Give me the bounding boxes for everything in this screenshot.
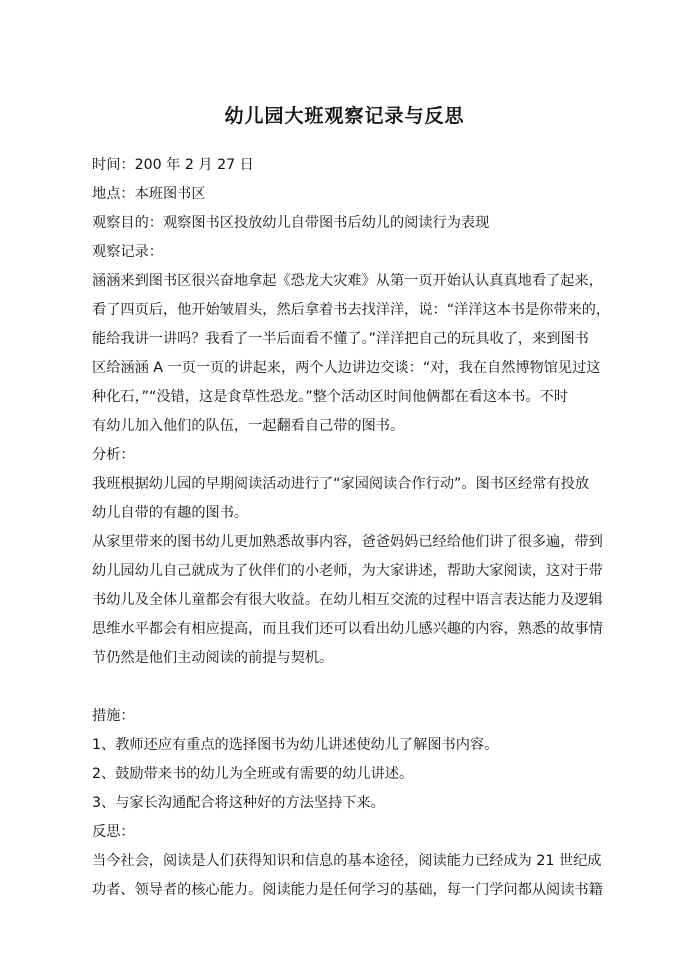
- text-line: 看了四页后，他开始皱眉头，然后拿着书去找洋洋，说：“洋洋这本书是你带来的，: [92, 302, 611, 318]
- text-line: 思维水平都会有相应提高，而且我们还可以看出幼儿感兴趣的内容，熟悉的故事情: [92, 621, 603, 637]
- text-line: 涵涵来到图书区很兴奋地拿起《恐龙大灾难》从第一页开始认认真真地看了起来，: [92, 273, 603, 289]
- text-line-location: 地点：本班图书区: [92, 186, 206, 202]
- section-heading-observation: 观察记录：: [92, 244, 163, 260]
- blank-line: [92, 673, 600, 702]
- text-line: 节仍然是他们主动阅读的前提与契机。: [92, 650, 334, 666]
- text-line: 我班根据幼儿园的早期阅读活动进行了“家园阅读合作行动”。图书区经常有投放: [92, 476, 590, 492]
- list-item: 3、与家长沟通配合将这种好的方法坚持下来。: [92, 795, 385, 811]
- text-line: 当今社会，阅读是人们获得知识和信息的基本途径，阅读能力已经成为 21 世纪成: [92, 853, 602, 869]
- text-line: 种化石，”“没错，这是食草性恐龙。”整个活动区时间他俩都在看这本书。不时: [92, 389, 569, 405]
- text-line: 从家里带来的图书幼儿更加熟悉故事内容，爸爸妈妈已经给他们讲了很多遍，带到: [92, 534, 603, 550]
- list-item: 1、教师还应有重点的选择图书为幼儿讲述使幼儿了解图书内容。: [92, 737, 499, 753]
- section-heading-reflection: 反思：: [92, 824, 135, 840]
- list-item: 2、鼓励带来书的幼儿为全班或有需要的幼儿讲述。: [92, 766, 414, 782]
- text-line: 区给涵涵 A 一页一页的讲起来，两个人边讲边交谈：“对，我在自然博物馆见过这: [92, 360, 601, 376]
- text-line: 能给我讲一讲吗？我看了一半后面看不懂了。”洋洋把自己的玩具收了，来到图书: [92, 331, 589, 347]
- document-body: [92, 151, 611, 905]
- text-line: 功者、领导者的核心能力。阅读能力是任何学习的基础，每一门学问都从阅读书籍: [92, 882, 603, 898]
- text-line: 书幼儿及全体儿童都会有很大收益。在幼儿相互交流的过程中语言表达能力及逻辑: [92, 592, 603, 608]
- section-heading-measures: 措施：: [92, 708, 135, 724]
- text-line: 幼儿自带的有趣的图书。: [92, 505, 249, 521]
- text-line-time: 时间：200 年 2 月 27 日: [92, 157, 254, 173]
- text-line-purpose: 观察目的：观察图书区投放幼儿自带图书后幼儿的阅读行为表现: [92, 215, 490, 231]
- text-line: 有幼儿加入他们的队伍，一起翻看自己带的图书。: [92, 418, 405, 434]
- text-line: 幼儿园幼儿自己就成为了伙伴们的小老师，为大家讲述，帮助大家阅读，这对于带: [92, 563, 603, 579]
- document-title: 幼儿园大班观察记录与反思: [224, 105, 465, 127]
- section-heading-analysis: 分析：: [92, 447, 135, 463]
